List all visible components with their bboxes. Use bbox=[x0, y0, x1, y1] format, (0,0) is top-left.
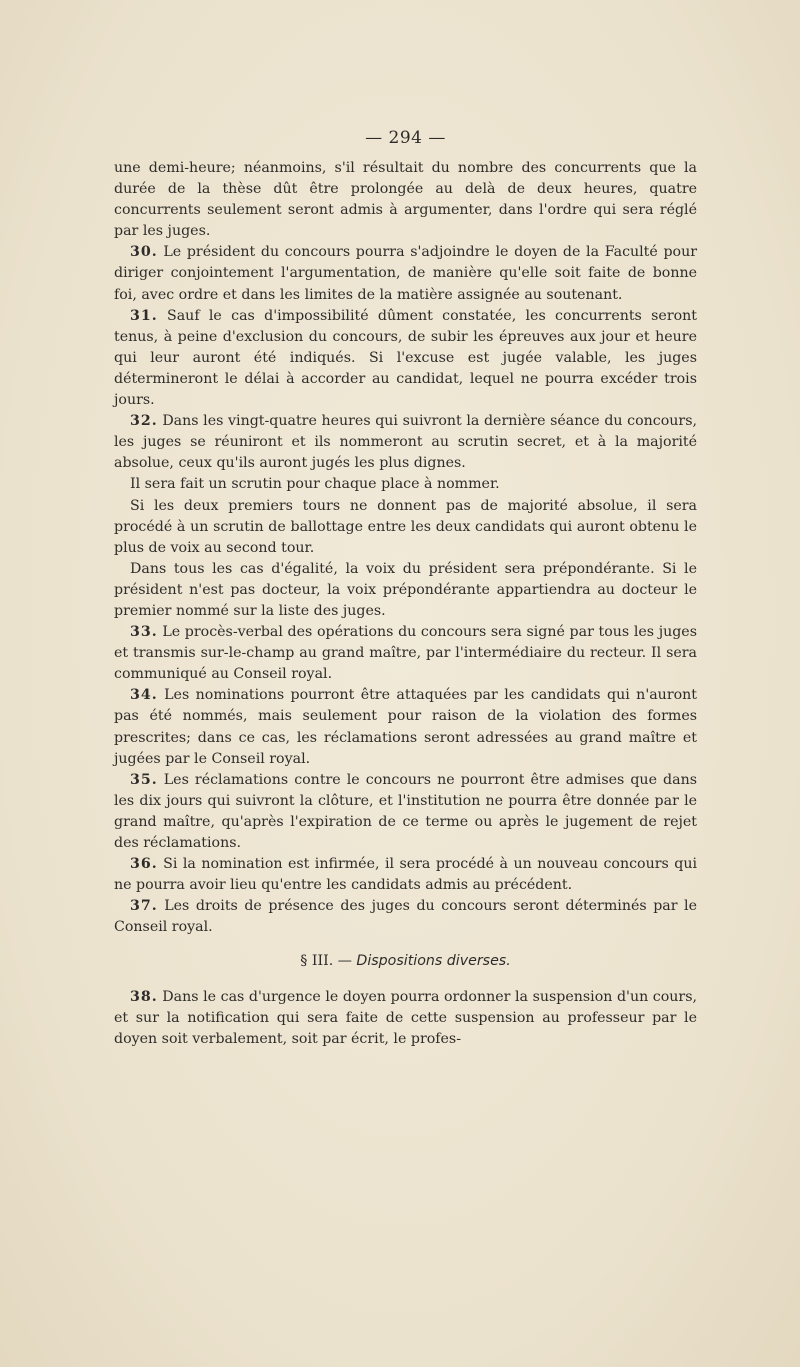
article-30 bbox=[114, 242, 697, 305]
paragraph bbox=[114, 559, 697, 622]
paragraph-text: Dans tous les cas d'égalité, la voix du président sera prépondérante. Si le président n'est pas docteur, la voix prépondérante appartiendra au docteur le premier nommé sur la liste des juges. bbox=[114, 560, 697, 619]
article-number: 38. bbox=[130, 988, 158, 1005]
article-number: 34. bbox=[130, 687, 158, 704]
article-33 bbox=[114, 622, 697, 685]
article-number: 32. bbox=[130, 413, 158, 430]
paragraph-text: Les nominations pourront être attaquées par les candidats qui n'auront pas été nommés, mais seulement pour raison de la violation des formes prescrites; dans ce cas, les réclamations seront adressées au grand maître et jugées par le Conseil royal. bbox=[114, 687, 697, 767]
article-number: 37. bbox=[130, 898, 158, 915]
article-number: 30. bbox=[130, 244, 158, 261]
paragraph-text: Dans le cas d'urgence le doyen pourra ordonner la suspension d'un cours, et sur la notification qui sera faite de cette suspension au professeur par le doyen soit verbalement, soit par écrit, le profes- bbox=[114, 988, 697, 1047]
section-prefix: § III. — bbox=[300, 953, 352, 970]
page-text bbox=[114, 127, 697, 1050]
paragraph-text: Si la nomination est infirmée, il sera procédé à un nouveau concours qui ne pourra avoir lieu qu'entre les candidats admis au précédent. bbox=[114, 856, 698, 894]
paragraph-continuation bbox=[114, 158, 697, 242]
paragraph-text: Le président du concours pourra s'adjoindre le doyen de la Faculté pour diriger conjointement l'argumentation, de manière qu'elle soit faite de bonne foi, avec ordre et dans les limites de la matière assignée au soutenant. bbox=[114, 244, 697, 303]
paragraph-text: Sauf le cas d'impossibilité dûment constatée, les concurrents seront tenus, à peine d'exclusion du concours, de subir les épreuves aux jour et heure qui leur auront été indiqués. Si l'excuse est jugée valable, les juges détermineront le délai à accorder au candidat, lequel ne pourra excéder trois jours. bbox=[114, 307, 697, 409]
paragraph bbox=[114, 496, 697, 559]
paragraph-text: une demi-heure; néanmoins, s'il résultait du nombre des concurrents que la durée de la thèse dût être prolongée au delà de deux heures, quatre concurrents seulement seront admis à argumenter, dans l'ordre qui sera réglé par les juges. bbox=[114, 160, 697, 240]
article-number: 36. bbox=[130, 856, 158, 873]
paragraph-text: Les réclamations contre le concours ne pourront être admises que dans les dix jours qui suivront la clôture, et l'institution ne pourra être donnée par le grand maître, qu'après l'expiration de ce terme ou après le jugement de rejet des réclamations. bbox=[114, 771, 697, 851]
section-title: Dispositions diverses. bbox=[356, 953, 511, 970]
page-number: — 294 — bbox=[365, 128, 446, 148]
article-37 bbox=[114, 896, 697, 938]
article-number: 31. bbox=[130, 307, 158, 324]
article-31 bbox=[114, 306, 697, 411]
article-38 bbox=[114, 987, 697, 1050]
article-number: 35. bbox=[130, 771, 158, 788]
article-32 bbox=[114, 411, 697, 474]
paragraph-text: Il sera fait un scrutin pour chaque place à nommer. bbox=[130, 476, 500, 493]
article-36 bbox=[114, 854, 697, 896]
article-number: 33. bbox=[130, 624, 158, 641]
paragraph-text: Si les deux premiers tours ne donnent pas de majorité absolue, il sera procédé à un scrutin de ballottage entre les deux candidats qui auront obtenu le plus de voix au second tour. bbox=[114, 497, 697, 556]
section-heading bbox=[114, 951, 697, 972]
paragraph-text: Le procès-verbal des opérations du concours sera signé par tous les juges et transmis sur-le-champ au grand maître, par l'intermédiaire du recteur. Il sera communiqué au Conseil royal. bbox=[114, 624, 697, 683]
paragraph-text: Dans les vingt-quatre heures qui suivront la dernière séance du concours, les juges se réuniront et ils nommeront au scrutin secret, et à la majorité absolue, ceux qu'ils auront jugés les plus dignes. bbox=[114, 413, 697, 472]
article-35 bbox=[114, 770, 697, 854]
article-34 bbox=[114, 685, 697, 769]
paragraph bbox=[114, 474, 697, 495]
paragraph-text: Les droits de présence des juges du concours seront déterminés par le Conseil royal. bbox=[114, 898, 697, 936]
